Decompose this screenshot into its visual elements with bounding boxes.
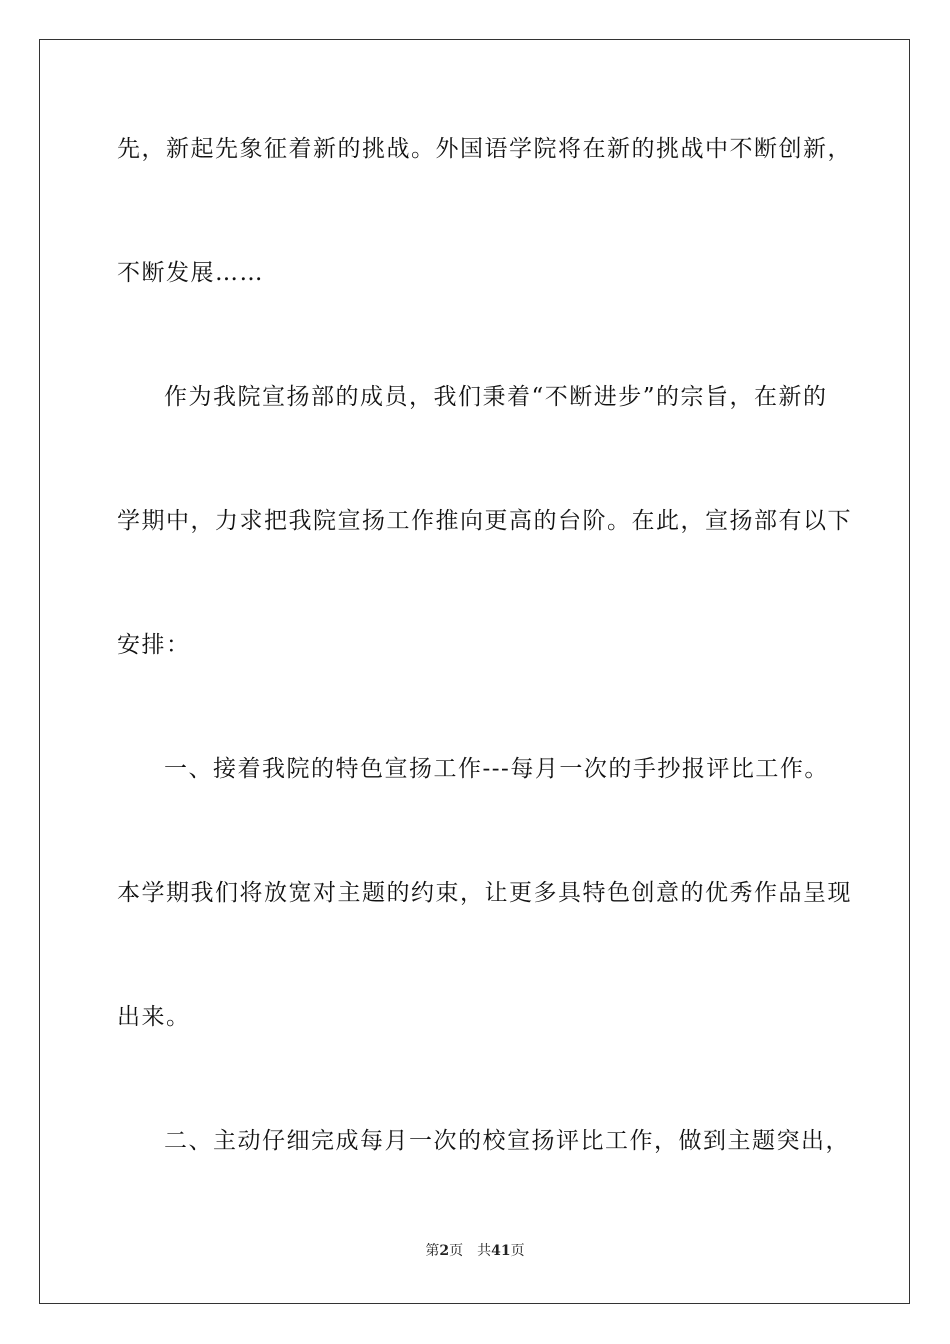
paragraph-line-2: 不断发展……	[117, 260, 264, 286]
total-suffix: 页	[510, 1243, 525, 1259]
page-prefix: 第	[425, 1243, 440, 1259]
page-total: 41	[491, 1243, 511, 1259]
page-suffix: 页	[449, 1243, 464, 1259]
paragraph-line-1: 先，新起先象征着新的挑战。外国语学院将在新的挑战中不断创新，	[117, 136, 852, 162]
total-prefix: 共	[477, 1243, 492, 1259]
paragraph-line-5: 安排：	[117, 632, 191, 658]
paragraph-line-6: 一、接着我院的特色宣扬工作---每月一次的手抄报评比工作。	[164, 756, 829, 782]
paragraph-line-9: 二、主动仔细完成每月一次的校宣扬评比工作，做到主题突出，	[164, 1128, 850, 1154]
paragraph-line-4: 学期中，力求把我院宣扬工作推向更高的台阶。在此，宣扬部有以下	[117, 508, 852, 534]
paragraph-line-3: 作为我院宣扬部的成员，我们秉着“不断进步”的宗旨，在新的	[164, 384, 828, 410]
page-current: 2	[439, 1243, 450, 1259]
page-footer	[0, 1240, 950, 1260]
paragraph-line-8: 出来。	[117, 1004, 191, 1030]
page-border	[39, 39, 910, 1304]
paragraph-line-7: 本学期我们将放宽对主题的约束，让更多具特色创意的优秀作品呈现	[117, 880, 852, 906]
